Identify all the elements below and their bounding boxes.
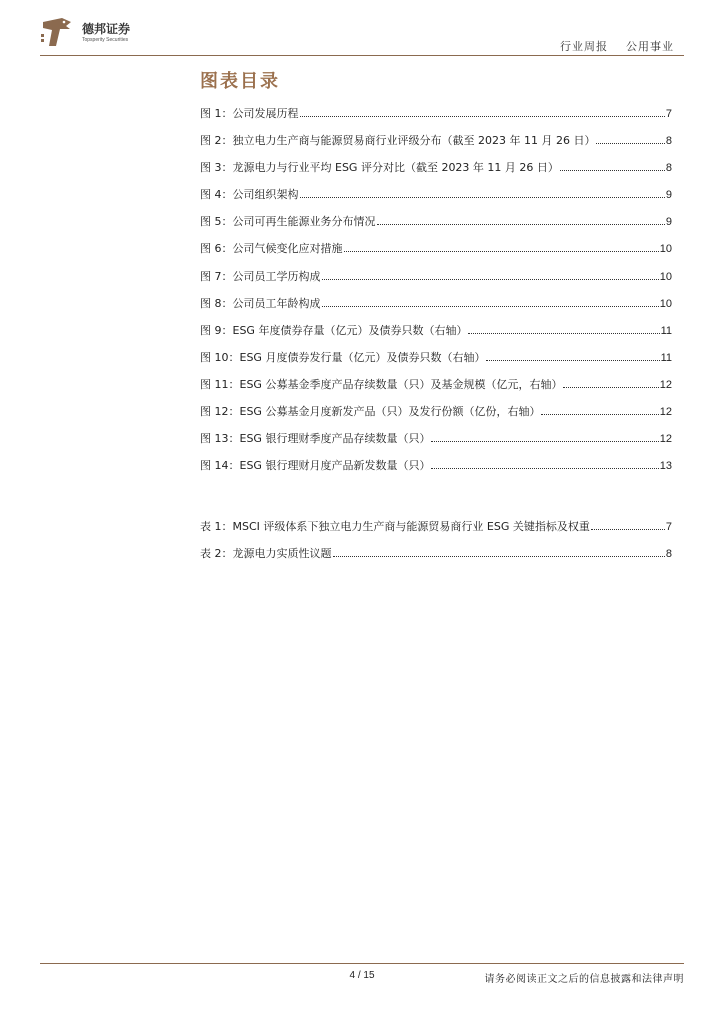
figure-entry[interactable] — [200, 403, 672, 430]
figure-entry-page: 10 — [659, 297, 672, 310]
figure-entry-label: 图 2：独立电力生产商与能源贸易商行业评级分布（截至 2023 年 11 月 26 日） — [200, 134, 596, 148]
dot-leader — [486, 360, 659, 361]
dot-leader — [563, 387, 658, 388]
figure-entry-label: 图 12：ESG 公募基金月度新发产品（只）及发行份额（亿份，右轴） — [200, 405, 541, 419]
company-logo-icon — [40, 16, 74, 48]
table-entry-page: 7 — [665, 521, 672, 533]
header-labels — [560, 38, 674, 54]
dot-leader — [468, 333, 659, 334]
figure-entry-label: 图 14：ESG 银行理财月度产品新发数量（只） — [200, 459, 431, 473]
figure-entry[interactable] — [200, 186, 672, 213]
toc-title: 图表目录 — [200, 71, 280, 92]
table-entry[interactable] — [200, 518, 672, 545]
figure-entry-label: 图 3：龙源电力与行业平均 ESG 评分对比（截至 2023 年 11 月 26 日） — [200, 161, 559, 175]
table-entry-page: 8 — [665, 548, 672, 561]
dot-leader — [322, 306, 659, 307]
figure-entry[interactable] — [200, 240, 672, 267]
figure-entry[interactable] — [200, 132, 672, 159]
figure-entry-label: 图 4：公司组织架构 — [200, 188, 299, 202]
figure-list — [200, 105, 672, 484]
brand-name-cn: 德邦证券 — [82, 22, 131, 36]
figure-entry-page: 13 — [659, 460, 672, 473]
figure-entry-label: 图 11：ESG 公募基金季度产品存续数量（只）及基金规模（亿元，右轴） — [200, 377, 563, 391]
figure-entry[interactable] — [200, 322, 672, 349]
header-divider — [40, 55, 684, 56]
brand-name-en: Topsperity Securities — [82, 37, 129, 43]
figure-entry-page: 12 — [659, 406, 672, 419]
figure-entry-page: 8 — [665, 162, 672, 175]
figure-entry-page: 8 — [665, 135, 672, 148]
figure-entry-label: 图 9：ESG 年度债券存量（亿元）及债券只数（右轴） — [200, 323, 468, 337]
figure-entry-page: 12 — [659, 378, 672, 391]
figure-entry[interactable] — [200, 295, 672, 322]
dot-leader — [431, 441, 658, 442]
figure-entry[interactable] — [200, 430, 672, 457]
report-type: 行业周报 — [560, 40, 608, 53]
footer-divider — [40, 963, 684, 964]
figure-entry[interactable] — [200, 268, 672, 295]
figure-entry-label: 图 13：ESG 银行理财季度产品存续数量（只） — [200, 432, 431, 446]
dot-leader — [591, 529, 665, 530]
figure-entry-label: 图 10：ESG 月度债券发行量（亿元）及债券只数（右轴） — [200, 350, 486, 364]
figure-entry[interactable] — [200, 159, 672, 186]
dot-leader — [333, 556, 665, 557]
page-header — [40, 16, 684, 56]
table-list — [200, 518, 672, 572]
figure-entry-page: 12 — [659, 433, 672, 446]
figure-entry-label: 图 8：公司员工年龄构成 — [200, 296, 321, 310]
legal-disclaimer: 请务必阅读正文之后的信息披露和法律声明 — [484, 974, 684, 985]
figure-entry[interactable] — [200, 376, 672, 403]
figure-entry-page: 11 — [660, 324, 672, 337]
figure-entry-page: 11 — [660, 351, 672, 364]
table-entry[interactable] — [200, 545, 672, 572]
figure-entry-page: 10 — [659, 243, 672, 256]
figure-entry[interactable] — [200, 349, 672, 376]
page-number: 4 / 15 — [349, 970, 375, 981]
dot-leader — [300, 197, 665, 198]
table-entry-label: 表 2：龙源电力实质性议题 — [200, 547, 332, 561]
figure-entry-label: 图 7：公司员工学历构成 — [200, 269, 321, 283]
dot-leader — [377, 224, 665, 225]
figure-entry-label: 图 6：公司气候变化应对措施 — [200, 242, 343, 256]
dot-leader — [560, 170, 665, 171]
figure-entry[interactable] — [200, 457, 672, 484]
figure-entry-label: 图 1：公司发展历程 — [200, 107, 299, 120]
sector-name: 公用事业 — [626, 40, 674, 53]
figure-entry-page: 7 — [665, 108, 672, 120]
dot-leader — [541, 414, 658, 415]
dot-leader — [431, 468, 658, 469]
figure-entry-page: 9 — [665, 216, 672, 229]
figure-entry-label: 图 5：公司可再生能源业务分布情况 — [200, 215, 376, 229]
dot-leader — [596, 143, 664, 144]
figure-entry[interactable] — [200, 105, 672, 132]
figure-entry-page: 9 — [665, 189, 672, 202]
dot-leader — [344, 251, 659, 252]
figure-entry[interactable] — [200, 213, 672, 240]
dot-leader — [300, 116, 665, 117]
figure-entry-page: 10 — [659, 270, 672, 283]
table-entry-label: 表 1：MSCI 评级体系下独立电力生产商与能源贸易商行业 ESG 关键指标及权重 — [200, 520, 590, 533]
dot-leader — [322, 279, 659, 280]
